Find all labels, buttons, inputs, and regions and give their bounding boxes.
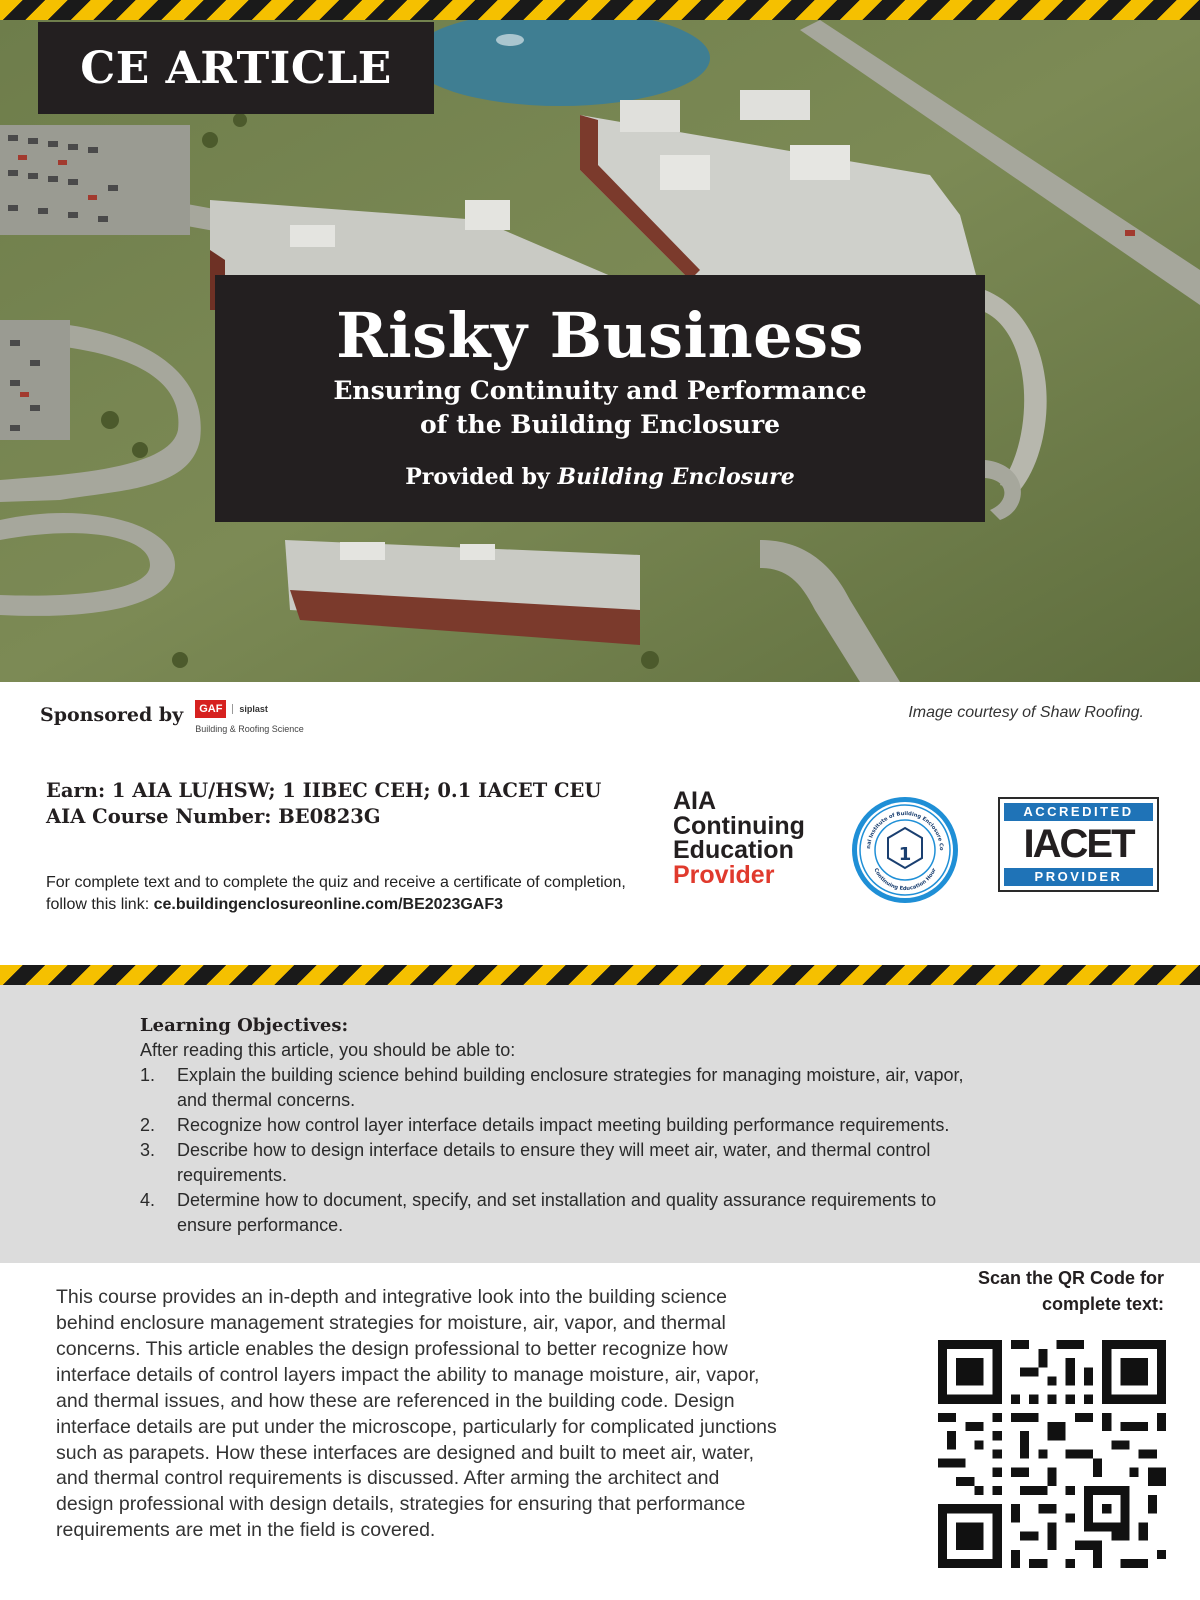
image-credit: Image courtesy of Shaw Roofing.	[908, 704, 1144, 721]
aia-provider-badge	[673, 789, 805, 887]
course-number: AIA Course Number: BE0823G	[46, 805, 381, 829]
qr-label	[978, 1265, 1164, 1317]
aia-line-2: Continuing	[673, 811, 805, 840]
objective-line-2: and thermal concerns.	[177, 1090, 356, 1111]
description-line: concerns. This article enables the design professional to better recognize how	[56, 1337, 728, 1360]
objective-line-1: Determine how to document, specify, and set installation and quality assurance requirements to	[177, 1190, 937, 1211]
description-line: behind enclosure management strategies for moisture, air, vapor, and thermal	[56, 1311, 726, 1334]
learning-objectives-panel	[0, 985, 1200, 1263]
subtitle-line-1: Ensuring Continuity and Performance	[333, 376, 867, 406]
objectives-intro: After reading this article, you should be able to:	[140, 1040, 516, 1061]
objective-line-2: ensure performance.	[177, 1215, 344, 1236]
iacet-bottom: PROVIDER	[1004, 868, 1153, 886]
hazard-stripe-top	[0, 0, 1200, 20]
description-line: interface details are put under the microscope, particularly for complicated junctions	[56, 1415, 777, 1438]
description-line: requirements are met in the field is covered.	[56, 1519, 436, 1542]
objective-text	[177, 1188, 936, 1238]
objective-text: Recognize how control layer interface details impact meeting building performance requirements.	[177, 1115, 950, 1136]
subtitle-line-2: of the Building Enclosure	[419, 409, 781, 439]
objective-text	[177, 1063, 963, 1113]
iibec-bottom-text: Continuing Education Hour	[872, 867, 938, 893]
gaf-logo: GAF	[195, 700, 226, 718]
aia-line-3: Education	[673, 836, 794, 864]
iibec-seal-icon	[850, 795, 960, 905]
iibec-seal	[850, 795, 960, 910]
objective-line-1: Describe how to design interface details to ensure they will meet air, water, and thermal control	[177, 1140, 931, 1161]
article-title: Risky Business	[336, 299, 864, 372]
objective-number: 1.	[140, 1065, 156, 1086]
logo-tagline: Building & Roofing Science	[195, 724, 304, 734]
earn-line: Earn: 1 AIA LU/HSW; 1 IIBEC CEH; 0.1 IACET CEU	[46, 779, 602, 802]
course-description	[56, 1285, 876, 1544]
aia-line-4: Provider	[673, 860, 775, 889]
objective-number: 3.	[140, 1140, 156, 1161]
objective-line-1: Explain the building science behind building enclosure strategies for managing moisture, air, vapor,	[177, 1065, 964, 1086]
follow-instructions	[46, 872, 666, 915]
qr-label-line-1: Scan the QR Code for	[977, 1268, 1164, 1288]
iacet-logo: IACET	[1023, 822, 1134, 866]
description-line: and thermal control requirements is discussed. After arming the architect and	[56, 1467, 720, 1490]
description-line: design professional with design details, strategies for ensuring that performance	[56, 1493, 746, 1516]
objective-item	[140, 1063, 1100, 1113]
article-subtitle	[215, 374, 985, 442]
aia-line-1: AIA	[673, 787, 717, 815]
objective-text	[177, 1138, 930, 1188]
sponsor-block	[40, 700, 304, 734]
objective-item	[140, 1188, 1100, 1238]
credits-earn	[46, 778, 601, 831]
objective-number: 4.	[140, 1190, 156, 1211]
course-link[interactable]: ce.buildingenclosureonline.com/BE2023GAF3	[153, 895, 504, 913]
qr-code[interactable]	[938, 1340, 1166, 1568]
iibec-number: 1	[898, 844, 912, 865]
gaf-siplast-logo	[195, 700, 304, 734]
objectives-title: Learning Objectives:	[140, 1015, 349, 1036]
objective-item	[140, 1113, 1100, 1138]
iibec-ring-text: nal Institute of Building Enclosure Co	[865, 810, 945, 851]
sponsored-by-label: Sponsored by	[40, 704, 184, 726]
siplast-logo: siplast	[232, 704, 268, 714]
description-line: interface details of control layers impact the ability to manage moisture, air, vapor,	[56, 1363, 760, 1386]
provided-by	[215, 464, 985, 490]
provided-by-prefix: Provided by	[405, 463, 550, 490]
hazard-stripe-middle	[0, 965, 1200, 985]
description-line: This course provides an in-depth and integrative look into the building science	[56, 1286, 727, 1308]
description-line: such as parapets. How these interfaces are designed and built to meet air, water,	[56, 1441, 755, 1464]
objective-line-2: requirements.	[177, 1165, 288, 1186]
objectives-list	[140, 1063, 1100, 1238]
qr-label-line-2: complete text:	[1041, 1294, 1164, 1315]
title-box	[215, 275, 985, 522]
objective-number: 2.	[140, 1115, 156, 1136]
objective-item	[140, 1138, 1100, 1188]
iacet-badge	[998, 797, 1159, 892]
iacet-top: ACCREDITED	[1004, 803, 1153, 821]
ce-article-tag: CE ARTICLE	[38, 22, 434, 114]
provider-name: Building Enclosure	[557, 463, 795, 490]
description-line: and thermal issues, and how these are referenced in the building code. Design	[56, 1389, 735, 1412]
follow-text: For complete text and to complete the quiz and receive a certificate of completion, follow this link:	[46, 874, 626, 913]
